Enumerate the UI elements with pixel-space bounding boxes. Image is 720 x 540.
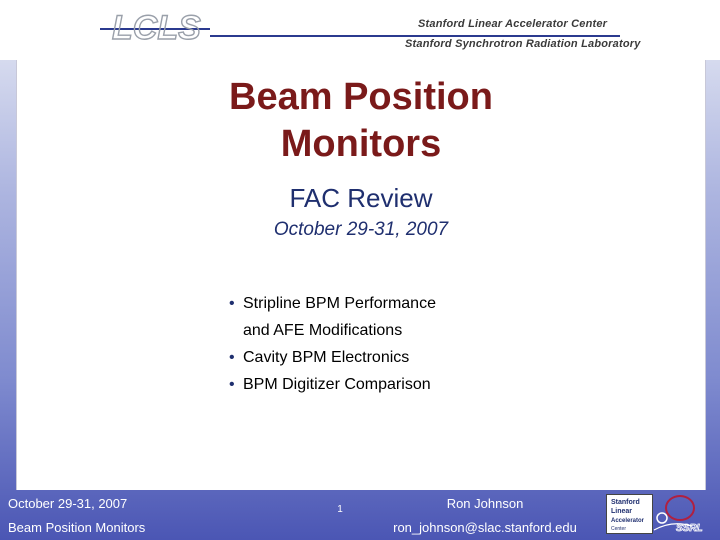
slide-subtitle: FAC Review: [289, 183, 433, 213]
header-org-ssrl: Stanford Synchrotron Radiation Laboratory: [405, 38, 641, 50]
footer-date: October 29-31, 2007: [8, 496, 128, 511]
slide-title-line2: Monitors: [280, 123, 442, 165]
page-number: 1: [337, 504, 343, 515]
bullet-item: [229, 344, 559, 371]
footer-email: ron_johnson@slac.stanford.edu: [393, 520, 577, 535]
slide-title: [17, 74, 705, 168]
slide-date: October 29-31, 2007: [273, 219, 449, 240]
bullet-icon: •: [229, 295, 235, 312]
bullet-item: [229, 290, 559, 317]
bullet-text: Cavity BPM Electronics: [243, 349, 410, 366]
lcls-logo: [100, 6, 210, 48]
bullet-icon: •: [229, 376, 235, 393]
lcls-logo-text: LCLS: [112, 9, 201, 47]
svg-text:Stanford: Stanford: [611, 499, 640, 506]
svg-text:Accelerator: Accelerator: [611, 518, 645, 524]
bullet-list: [229, 290, 559, 398]
header-bar: [0, 0, 720, 60]
bullet-icon: •: [229, 349, 235, 366]
ssrl-logo: [652, 490, 714, 536]
bullet-item: [229, 371, 559, 398]
header-divider: [210, 35, 620, 37]
slac-logo: [606, 494, 653, 534]
footer-author: Ron Johnson: [446, 496, 524, 511]
header-org-slac: Stanford Linear Accelerator Center: [418, 18, 608, 30]
slide-panel: [16, 60, 706, 490]
bullet-text: Stripline BPM Performance: [243, 295, 436, 312]
bullet-text: BPM Digitizer Comparison: [243, 376, 431, 393]
svg-text:Linear: Linear: [611, 508, 633, 515]
bullet-text: and AFE Modifications: [243, 322, 403, 339]
slide-title-line1: Beam Position: [229, 76, 493, 118]
svg-text:Center: Center: [611, 526, 627, 532]
bullet-item-continuation: [229, 317, 559, 344]
footer-topic: Beam Position Monitors: [8, 520, 146, 535]
svg-text:SSRL: SSRL: [676, 523, 703, 534]
